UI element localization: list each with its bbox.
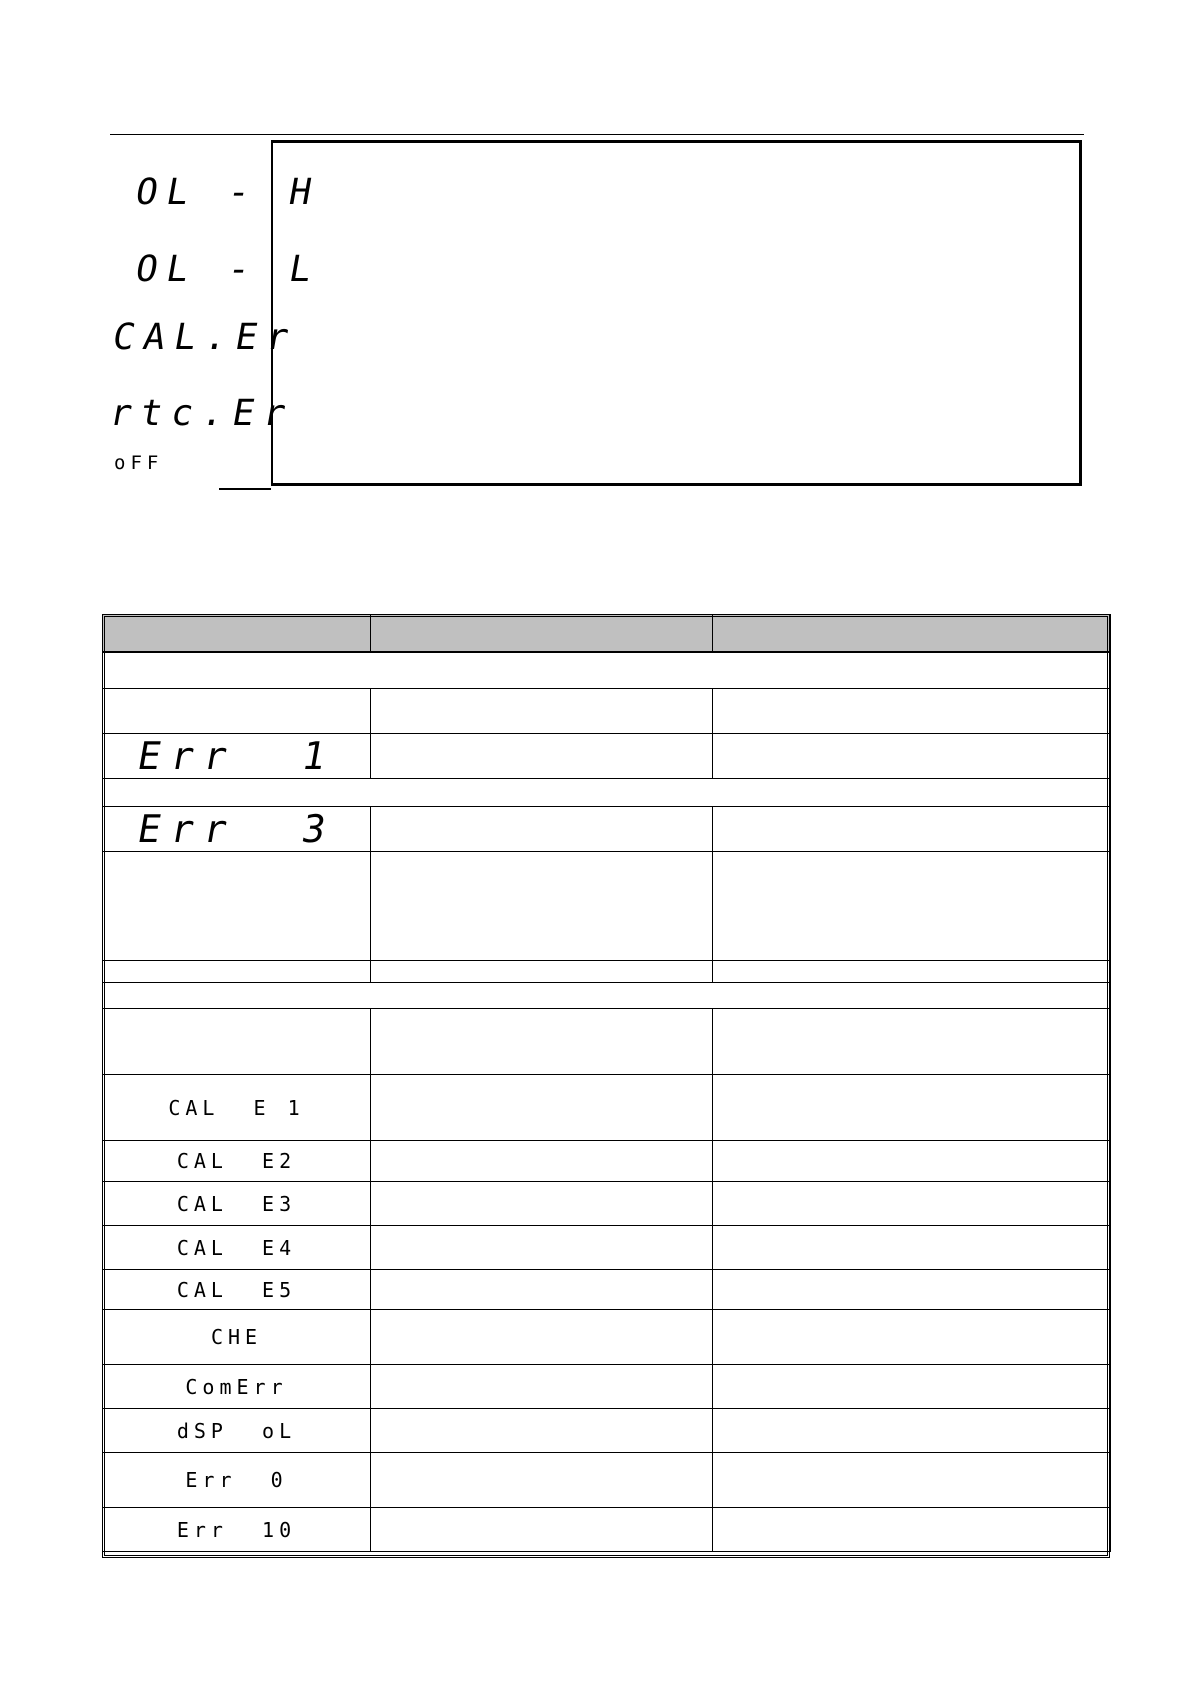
error-code-err3: Err 3 bbox=[133, 807, 340, 851]
table-row bbox=[103, 807, 1111, 852]
display-code-cal-er: CAL.Er bbox=[109, 317, 301, 358]
display-code-rtc-er: rtc.Er bbox=[106, 393, 298, 434]
section-cell bbox=[103, 983, 1111, 1009]
table-row bbox=[103, 1182, 1111, 1226]
table-row bbox=[103, 1141, 1111, 1182]
code-cell bbox=[103, 1141, 371, 1182]
code-cell bbox=[103, 1365, 371, 1409]
display-code-ol-l: OL - L bbox=[132, 249, 324, 290]
header-cell bbox=[371, 615, 713, 652]
error-code-che: CHE bbox=[210, 1325, 263, 1349]
error-code-cal-e3: CAL E3 bbox=[176, 1191, 297, 1216]
error-code-err0: Err 0 bbox=[185, 1468, 288, 1492]
table-row bbox=[103, 734, 1111, 779]
error-code-err1: Err 1 bbox=[133, 734, 340, 778]
error-code-cal-e4: CAL E4 bbox=[176, 1235, 297, 1260]
code-cell bbox=[103, 1226, 371, 1270]
table-row bbox=[103, 1453, 1111, 1508]
code-cell bbox=[103, 1075, 371, 1141]
code-cell bbox=[103, 1270, 371, 1310]
code-cell bbox=[103, 1409, 371, 1453]
table-row bbox=[103, 961, 1111, 983]
error-code-dsp-ol: dSP oL bbox=[176, 1418, 297, 1443]
table-row bbox=[103, 1009, 1111, 1075]
error-code-cal-e2: CAL E2 bbox=[176, 1149, 297, 1173]
table-row bbox=[103, 1310, 1111, 1365]
code-cell bbox=[103, 734, 371, 779]
table-header-row bbox=[103, 615, 1111, 652]
error-code-cal-e1: CAL E 1 bbox=[168, 1095, 305, 1120]
code-cell bbox=[103, 1310, 371, 1365]
section-cell bbox=[103, 779, 1111, 807]
table-row bbox=[103, 852, 1111, 961]
table-row bbox=[103, 1226, 1111, 1270]
error-code-table bbox=[102, 614, 1110, 1558]
display-code-off: oFF bbox=[114, 452, 164, 474]
table-row bbox=[103, 1409, 1111, 1453]
section-row bbox=[103, 779, 1111, 807]
header-cell bbox=[103, 615, 371, 652]
code-cell bbox=[103, 1508, 371, 1552]
code-cell bbox=[103, 1182, 371, 1226]
header-rule bbox=[110, 134, 1084, 135]
display-code-ol-h: OL - H bbox=[132, 172, 324, 213]
section-row bbox=[103, 983, 1111, 1009]
table-row bbox=[103, 1508, 1111, 1552]
table-row bbox=[103, 1075, 1111, 1141]
table-row bbox=[103, 1270, 1111, 1310]
table-row bbox=[103, 689, 1111, 734]
section-cell bbox=[103, 652, 1111, 689]
error-code-err10: Err 10 bbox=[176, 1517, 297, 1542]
header-cell bbox=[713, 615, 1111, 652]
code-cell bbox=[103, 807, 371, 852]
error-code-comerr: ComErr bbox=[185, 1374, 288, 1399]
error-code-cal-e5: CAL E5 bbox=[176, 1277, 297, 1302]
code-cell bbox=[103, 1453, 371, 1508]
section-row bbox=[103, 652, 1111, 689]
table-row bbox=[103, 1365, 1111, 1409]
